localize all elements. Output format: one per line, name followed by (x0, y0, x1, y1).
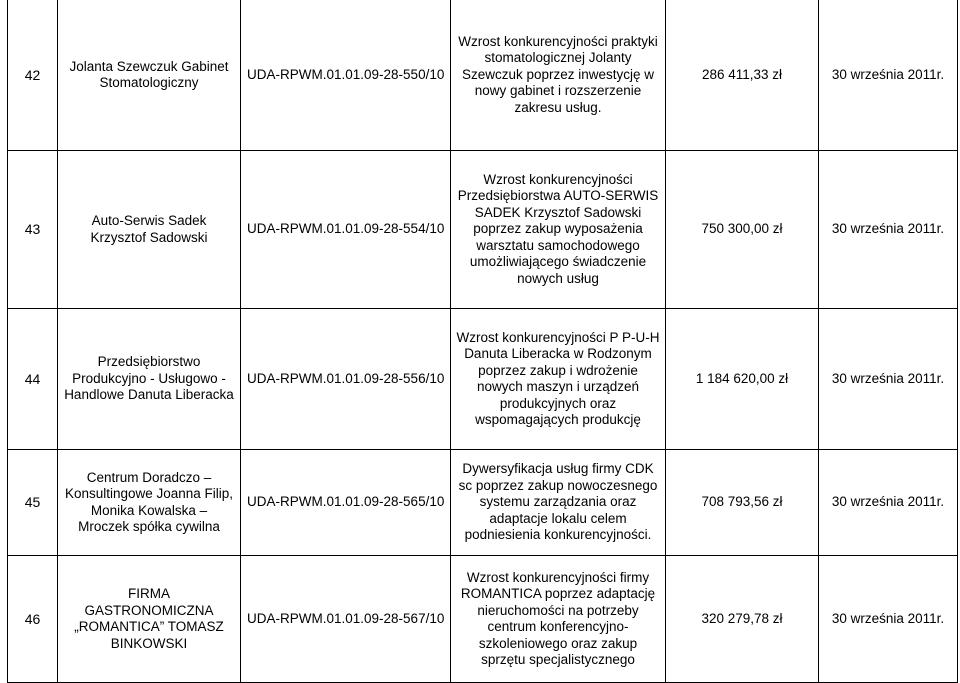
grant-amount: 708 793,56 zł (666, 450, 819, 556)
grant-amount: 1 184 620,00 zł (666, 309, 819, 450)
beneficiary-name: Jolanta Szewczuk Gabinet Stomatologiczny (58, 0, 241, 151)
table-row (8, 0, 958, 151)
completion-date: 30 września 2011r. (819, 556, 958, 683)
beneficiary-name: Przedsiębiorstwo Produkcyjno - Usługowo - Handlowe Danuta Liberacka (58, 309, 241, 450)
table-row (8, 556, 958, 683)
beneficiary-name: FIRMA GASTRONOMICZNA „ROMANTICA” TOMASZ BINKOWSKI (58, 556, 241, 683)
completion-date: 30 września 2011r. (819, 0, 958, 151)
table-row (8, 450, 958, 556)
contract-code: UDA-RPWM.01.01.09-28-550/10 (241, 0, 451, 151)
completion-date: 30 września 2011r. (819, 309, 958, 450)
table-row (8, 151, 958, 309)
beneficiary-name: Auto-Serwis Sadek Krzysztof Sadowski (58, 151, 241, 309)
row-number: 45 (8, 450, 58, 556)
row-number: 43 (8, 151, 58, 309)
table-row (8, 309, 958, 450)
completion-date: 30 września 2011r. (819, 151, 958, 309)
contract-code: UDA-RPWM.01.01.09-28-567/10 (241, 556, 451, 683)
row-number: 42 (8, 0, 58, 151)
project-title: Wzrost konkurencyjności praktyki stomatologicznej Jolanty Szewczuk poprzez inwestycję w nowy gabinet i rozszerzenie zakresu usług. (451, 0, 666, 151)
beneficiary-name: Centrum Doradczo – Konsultingowe Joanna Filip, Monika Kowalska – Mroczek spółka cywilna (58, 450, 241, 556)
contract-code: UDA-RPWM.01.01.09-28-554/10 (241, 151, 451, 309)
contract-code: UDA-RPWM.01.01.09-28-565/10 (241, 450, 451, 556)
project-title: Dywersyfikacja usług firmy CDK sc poprzez zakup nowoczesnego systemu zarządzania oraz adaptacje lokalu celem podniesienia konkurencyjności. (451, 450, 666, 556)
row-number: 44 (8, 309, 58, 450)
grant-amount: 750 300,00 zł (666, 151, 819, 309)
grant-amount: 286 411,33 zł (666, 0, 819, 151)
project-title: Wzrost konkurencyjności P P-U-H Danuta Liberacka w Rodzonym poprzez zakup i wdrożenie nowych maszyn i urządzeń produkcyjnych oraz wspomagających produkcję (451, 309, 666, 450)
grants-table (7, 0, 958, 683)
contract-code: UDA-RPWM.01.01.09-28-556/10 (241, 309, 451, 450)
completion-date: 30 września 2011r. (819, 450, 958, 556)
project-title: Wzrost konkurencyjności Przedsiębiorstwa AUTO-SERWIS SADEK Krzysztof Sadowski poprzez zakup wyposażenia warsztatu samochodowego umożliwiającego świadczenie nowych usług (451, 151, 666, 309)
project-title: Wzrost konkurencyjności firmy ROMANTICA poprzez adaptację nieruchomości na potrzeby centrum konferencyjno-szkoleniowego oraz zakup sprzętu specjalistycznego (451, 556, 666, 683)
row-number: 46 (8, 556, 58, 683)
grant-amount: 320 279,78 zł (666, 556, 819, 683)
